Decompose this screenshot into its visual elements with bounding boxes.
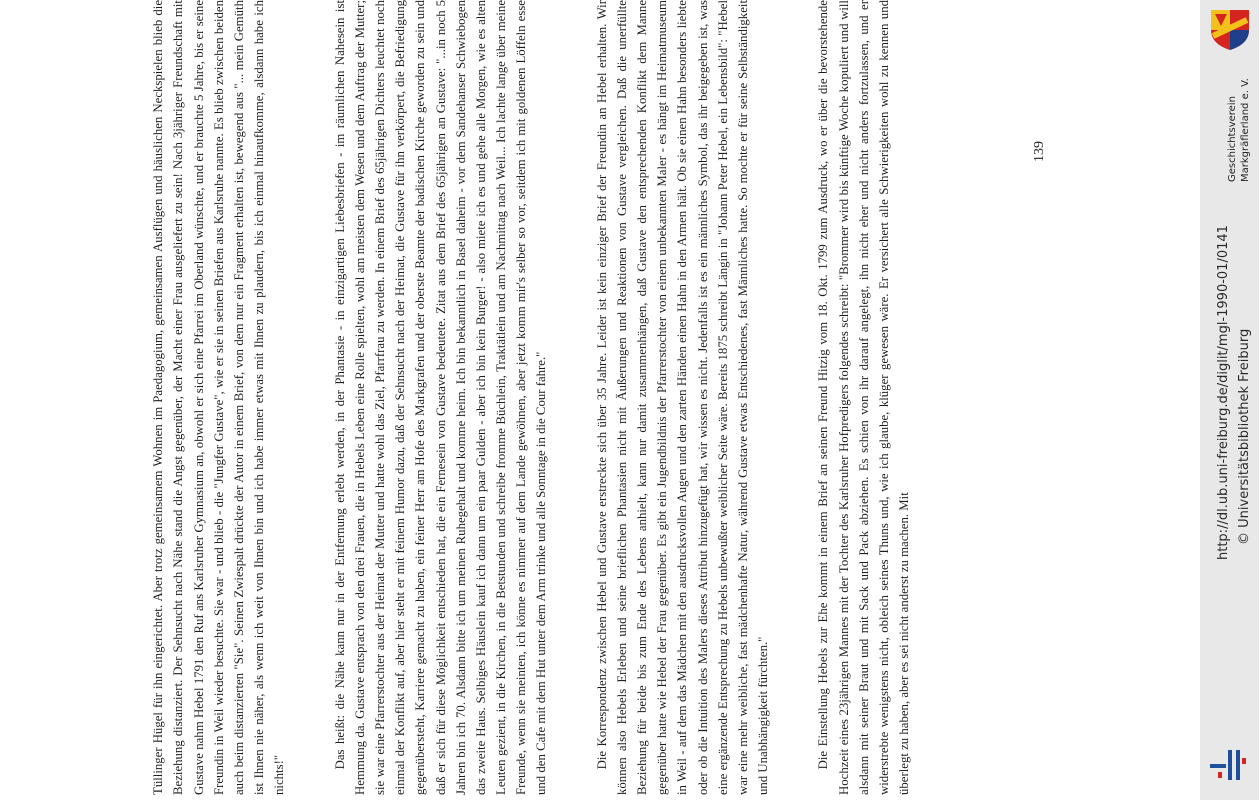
page-number: 139 — [1032, 141, 1047, 162]
association-name: Geschichtsverein Markgräflerland e. V. — [1227, 78, 1251, 182]
library-logo-icon — [1208, 748, 1254, 782]
document-url[interactable]: http://dl.ub.uni-freiburg.de/diglit/mgl-1990-01/0141 — [1216, 225, 1231, 560]
paragraph-3: Die Korrespondenz zwischen Hebel und Gustave erstreckte sich über 35 Jahre. Leider ist kein einziger Brief der Freundin an Hebel erhalten. Wir können also Hebels Erleben und seine brieflichen Phantasien nicht mit Äußerungen und Reaktionen von Gustave vergleichen. Daß die unerfüllte Beziehung für beide bis zum Ende des Lebens anhielt, kann nur damit zusammenhängen, daß Gustave den entsprechenden Konflikt dem Manne gegenüber hatte wie Hebel der Frau gegenüber. Es gibt ein Jugendbildnis der Pfarrerstochter von einem unbekannten Maler - es hängt im Heimatmuseum in Weil - auf dem das Mädchen mit den ausdrucksvollen Augen und den zarten Händen einen Hahn in den Armen hält. Ob sie einen Hahn besonders liebte oder ob die Intuition des Malers dieses Attribut hinzugefügt hat, wir wissen es nicht. Jedenfalls ist es ein männliches Symbol, das ihr beigegeben ist, was eine ergänzende Entsprechung zu Hebels unbewußter weiblicher Seite wäre. Bereits 1875 schreibt Längin in "Johann Peter Hebel, ein Lebensbild": "Hebel war eine mehr weibliche, fast mädchenhafte Natur, während Gustave etwas Entschiedenes, fast Männliches hatte. So mochte er für seine Selbständigkeit und Unabhängigkeit fürchten." — [594, 0, 770, 795]
paragraph-4: Die Einstellung Hebels zur Ehe kommt in einem Brief an seinen Freund Hitzig vom 18. Okt. 1799 zum Ausdruck, wo er über die bevorstehende Hochzeit eines 23jährigen Mannes mit der Tochter des Karlsruher Hofpredigers folgendes schreibt: "Brommer wird bis künftige Woche kopuliert und will alsdann mit seiner Braut und mit Sack und Pack abziehen. Es schien von ihr darauf angelegt, ihn nicht eher und nicht anders fortzulassen, und er widerstrebte wenigstens nicht, obleich seines Thuns und, wie ich glaube, klüger gewesen wäre. Er versichert alle Schwierigkeiten wohl zu kennen und überlegt zu haben, aber es sei nicht anderst zu machen. Mit — [816, 0, 912, 795]
paragraph-1: Tüllinger Hügel für ihn eingerichtet. Aber trotz gemeinsamem Wohnen im Paedagogium, gemeinsamen Ausflügen und häuslichen Neckspielen blieb die Beziehung distanziert. Der Sehnsucht nach Nähe stand die Angst gegenüber, der Macht einer Frau ausgeliefert zu sein! Nach 3jähriger Freundschaft mit Gustave nahm Hebel 1791 den Ruf ans Karlsruher Gymnasium an, obwohl er sich eine Pfarrei im Oberland wünschte, und er brauchte 5 Jahre, bis er seine Freundin in Weil wieder besuchte. Sie war - und blieb - die "Jungfer Gustave", wie er sie in seinen Briefen aus Karlsruhe nannte. Es blieb zwischen beiden auch beim distanzierten "Sie". Seinen Zwiespalt drückte der Autor in einem Brief, von dem nur ein Fragment erhalten ist, bewegend aus "... mein Gemüth ist Ihnen nie näher, als wenn ich weit von Ihnen bin und ich habe immer etwas mit Ihnen zu plaudern, bis ich einmal hinaufkomme, alsdann habe ich nichts!" — [151, 0, 287, 795]
copyright-notice: © Universitätsbibliothek Freiburg — [1237, 328, 1252, 545]
paragraph-2: Das heißt: die Nähe kann nur in der Entfernung erlebt werden, in der Phantasie - in einzigartigen Liebesbriefen - im räumlichen Nahesein ist Hemmung da. Gustave entsprach von den drei Frauen, die in Hebels Leben eine Rolle spielten, wohl am meisten dem Wesen und dem Auftrag der Mutter; sie war eine Pfarrerstochter aus der Heimat der Mutter und hatte wohl das Ziel, Pfarrfrau zu werden. In einem Brief des 65jährigen Dichters leuchtet noch einmal der Konflikt auf, aber hier steht er mit feinem Humor dazu, daß der Sehnsucht nach der Heimat, die Gustave für ihn verkörpert, die Befriedigung gegenübersteht, Karriere gemacht zu haben, ein feiner Herr am Hofe des Markgrafen und der oberste Beamte der badischen Kirche geworden zu sein und daß er sich für diese Möglichkeit entschieden hat, die ein Fernesein von Gustave bedeutete. Zitat aus dem Brief des 65jährigen an Gustave: "...in noch 5 Jahren bin ich 70. Alsdann bitte ich um meinen Ruhegehalt und komme heim. Ich bin bekanntlich in Basel daheim - vor dem Sandehanser Schwiebogen das zweite Haus. Selbiges Häuslein kauf ich dann um ein paar Gulden - aber ich bin kein Burger! - also miete ich es und gehe alle Morgen, wie es alten Leuten gezient, in die Kirchen, in die Betstunden und schreibe fromme Büchlein, Traktätlein und am Nachmittag nach Weil... Ich lachte lange über meine Freunde, wenn sie meinten, ich könne es nimmer auf dem Lande gewöhnen, aber jetzt komm mir's selber so vor, seitdem ich mit goldenen Löffeln esse und den Cafe mit dem Hut unter dem Arm trinke und alle Sonntage in die Cour fahre." — [332, 0, 549, 795]
association-crest-icon — [1207, 6, 1253, 52]
body-text — [108, 0, 912, 795]
